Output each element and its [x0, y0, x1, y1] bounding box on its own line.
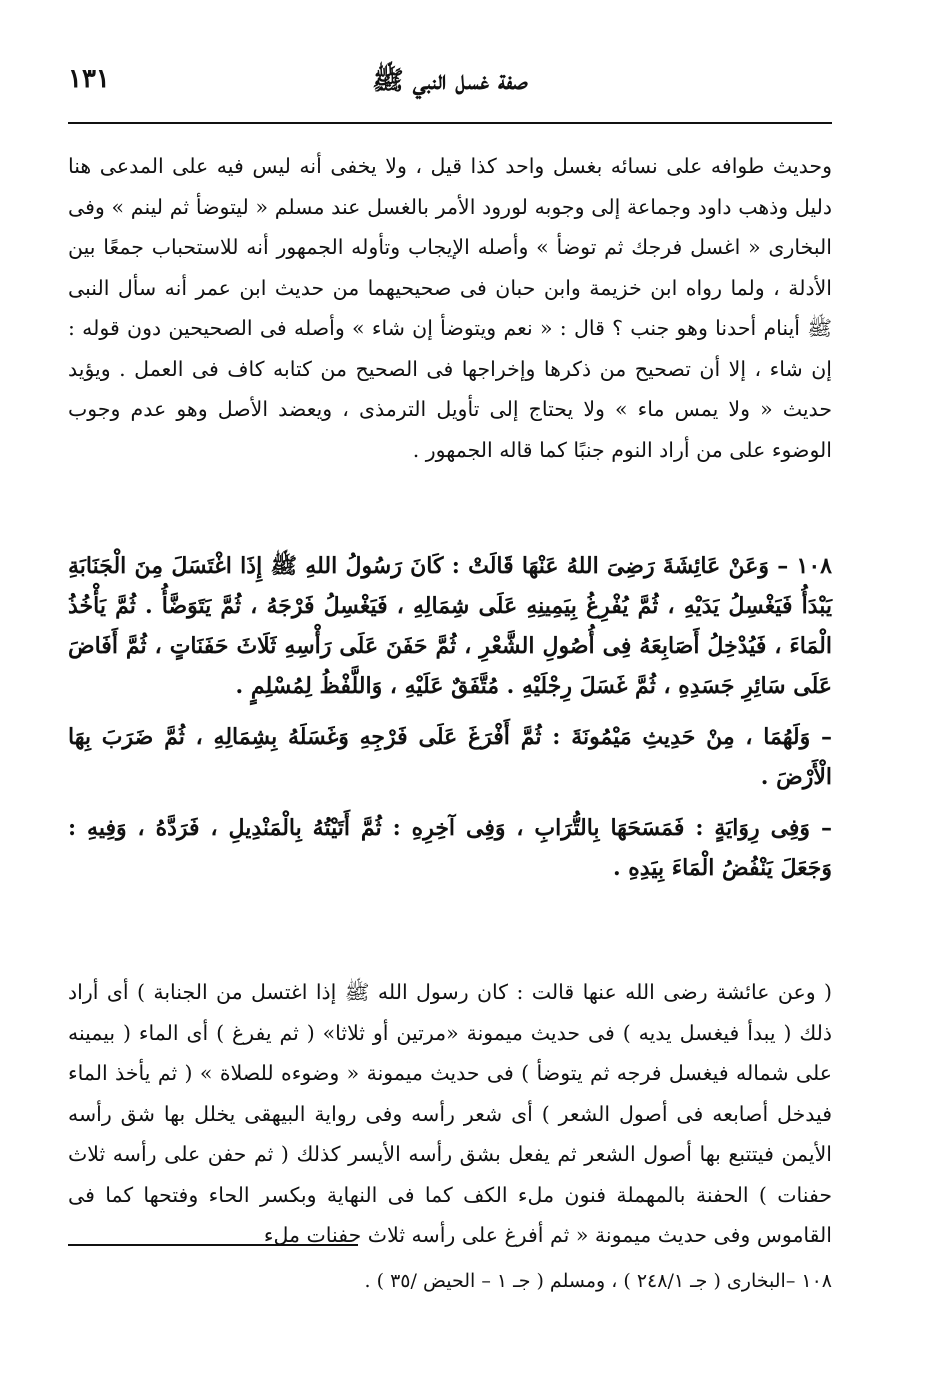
footnote: ١٠٨ –البخارى ( جـ ٢٤٨/١ ) ، ومسلم ( جـ ١ – الحيض /٣٥ ) .	[364, 1270, 832, 1292]
page-header	[68, 56, 832, 116]
hadith-main: ١٠٨ – وَعَنْ عَائِشَةَ رَضِىَ اللهُ عَنْهَا قَالَتْ : كَانَ رَسُولُ اللهِ ﷺ إِذَا اغْتَسَلَ مِنَ الْجَنَابَةِ يَبْدَأُ فَيَغْسِلُ يَدَيْهِ ، ثُمَّ يُفْرِغُ بِيَمِينِهِ عَلَى شِمَالِهِ ، فَيَغْسِلُ فَرْجَهُ ، ثُمَّ يَتَوَضَّأُ . ثُمَّ يَأْخُذُ الْمَاءَ ، فَيُدْخِلُ أَصَابِعَهُ فِى أُصُولِ الشَّعْرِ ، ثُمَّ حَفَنَ عَلَى رَأْسِهِ ثَلَاثَ حَفَنَاتٍ ، ثُمَّ أَفَاضَ عَلَى سَائِرِ جَسَدِهِ ، ثُمَّ غَسَلَ رِجْلَيْهِ . مُتَّفَقٌ عَلَيْهِ ، وَاللَّفْظُ لِمُسْلِمٍ .	[68, 553, 832, 699]
book-page	[68, 56, 832, 1356]
hadith-other-narration: – وَفِى رِوَايَةٍ : فَمَسَحَهَا بِالتُّرَابِ ، وَفِى آخِرِهِ : ثُمَّ أَتَيْتُهُ بِالْمَنْدِيلِ ، فَرَدَّهُ ، وَفِيهِ : وَجَعَلَ يَنْفُضُ الْمَاءَ بِيَدِهِ .	[68, 815, 832, 881]
footnote-rule	[68, 1244, 358, 1246]
chapter-title: صفة غسل النبي ﷺ	[372, 66, 528, 96]
hadith-block	[68, 546, 832, 899]
header-rule	[68, 122, 832, 124]
explanation-paragraph: ( وعن عائشة رضى الله عنها قالت : كان رسول الله ﷺ إذا اغتسل من الجنابة ) أى أراد ذلك ( يبدأ فيغسل يديه ) فى حديث ميمونة «مرتين أو ثلاثا» ( ثم يفرغ ) أى الماء ( بيمينه على شماله فيغسل فرجه ثم يتوضأ ) فى حديث ميمونة « وضوءه للصلاة » ( ثم يأخذ الماء فيدخل أصابعه فى أصول الشعر ) أى شعر رأسه وفى رواية البيهقى يخلل بها شق رأسه الأيمن فيتتبع بها أصول الشعر ثم يفعل بشق رأسه الأيسر كذلك ( ثم حفن على رأسه ثلاث حفنات ) الحفنة بالمهملة فنون ملء الكف كما فى النهاية وبكسر الحاء وفتحها كما فى القاموس وفى حديث ميمونة « ثم أفرغ على رأسه ثلاث حفنات ملء	[68, 980, 832, 1247]
commentary-paragraph: وحديث طوافه على نسائه بغسل واحد كذا قيل ، ولا يخفى أنه ليس فيه على المدعى هنا دليل وذهب داود وجماعة إلى وجوبه لورود الأمر بالغسل عند مسلم « ليتوضأ ثم لينم » وفى البخارى « اغسل فرجك ثم توضأ » وأصله الإيجاب وتأوله الجمهور أنه للاستحباب جمعًا بين الأدلة ، ولما رواه ابن خزيمة وابن حبان فى صحيحيهما من حديث ابن عمر أنه سأل النبى ﷺ أينام أحدنا وهو جنب ؟ قال : « نعم ويتوضأ إن شاء » وأصله فى الصحيحين دون قوله : إن شاء ، إلا أن تصحيح من ذكرها وإخراجها فى الصحيح من كتابه كاف فى العمل . ويؤيد حديث « ولا يمس ماء » ولا يحتاج إلى تأويل الترمذى ، ويعضد الأصل وهو عدم وجوب الوضوء على من أراد النوم جنبًا كما قاله الجمهور .	[68, 154, 832, 462]
page-number: ١٣١	[68, 64, 110, 94]
hadith-maymuna-version: – وَلَهُمَا ، مِنْ حَدِيثِ مَيْمُونَةَ : ثُمَّ أَفْرَغَ عَلَى فَرْجِهِ وَغَسَلَهُ بِشِمَالِهِ ، ثُمَّ ضَرَبَ بِهَا الْأَرْضَ .	[68, 724, 832, 790]
